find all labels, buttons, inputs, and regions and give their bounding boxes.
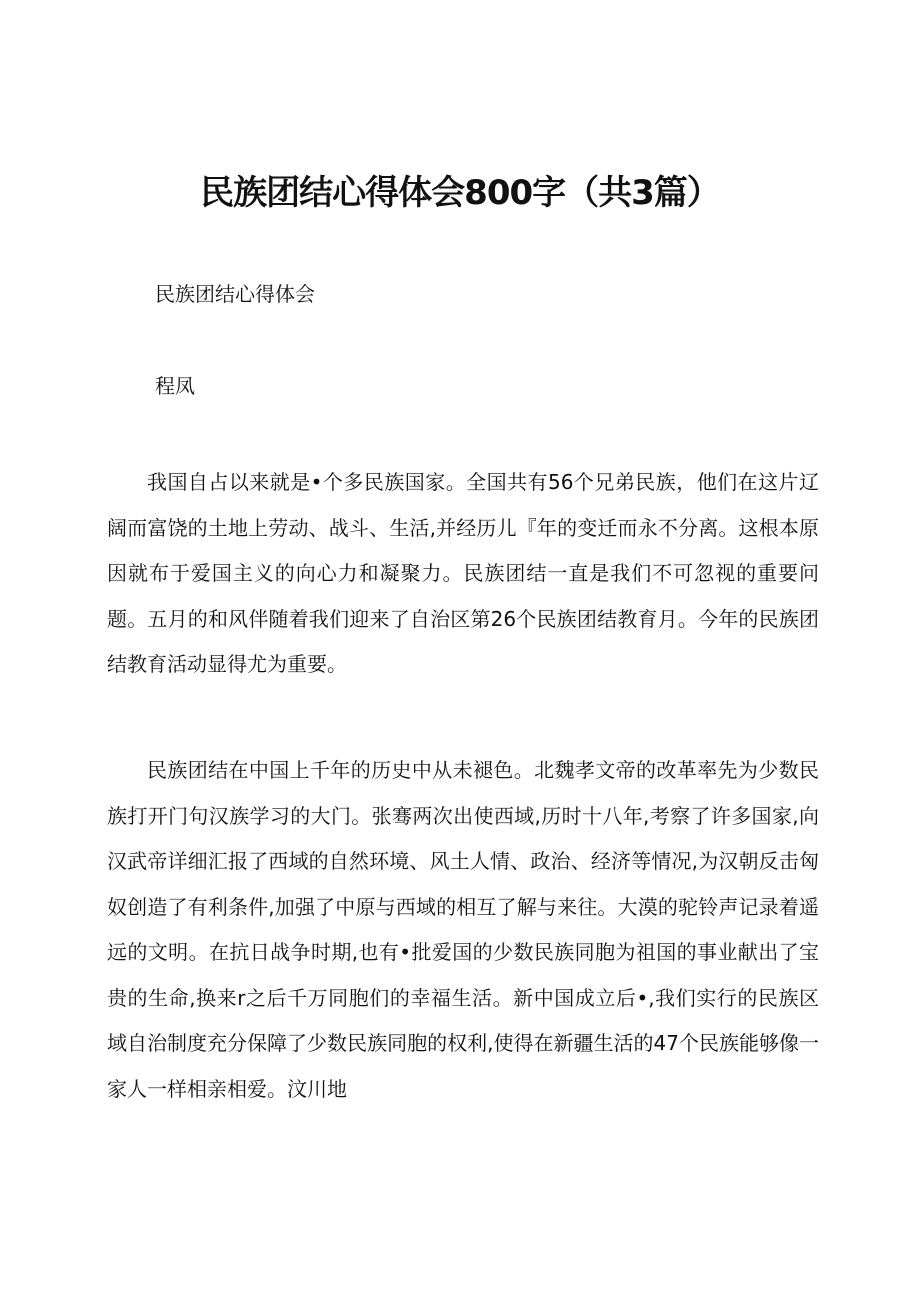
paragraph-2: 民族团结在中国上千年的历史中从未褪色。北魏孝文帝的改革率先为少数民族打开门句汉族学习的大门。张骞两次出使西域,历时十八年,考察了许多国家,向汉武帝详细汇报了西域的自然环境、风土人情、政治、经济等情况,为汉朝反击匈奴创造了有利条件,加强了中原与西域的相互了解与来往。大漠的驼铃声记录着遥远的文明。在抗日战争时期,也有•批爱国的少数民族同胞为祖国的事业献出了宝贵的生命,换来r之后千万同胞们的幸福生活。新中国成立后•,我们实行的民族区域自治制度充分保障了少数民族同胞的权利,使得在新疆生活的47个民族能够像一家人一样相亲相爱。汶川地 [107,758,819,1101]
document-title: 民族团结心得体会800字（共3篇） [200,173,720,213]
document-subtitle: 民族团结心得体会 [155,282,315,306]
document-author: 程凤 [155,374,195,398]
paragraph-1: 我国自占以来就是•个多民族国家。全国共有56个兄弟民族，他们在这片辽阔而富饶的土地上劳动、战斗、生活,并经历儿『年的变迁而永不分离。这根本原因就布于爱国主义的向心力和凝聚力。民族团结一直是我们不可忽视的重要问题。五月的和风伴随着我们迎来了自治区第26个民族团结教育月。今年的民族团结教育活动显得尤为重要。 [107,470,819,676]
